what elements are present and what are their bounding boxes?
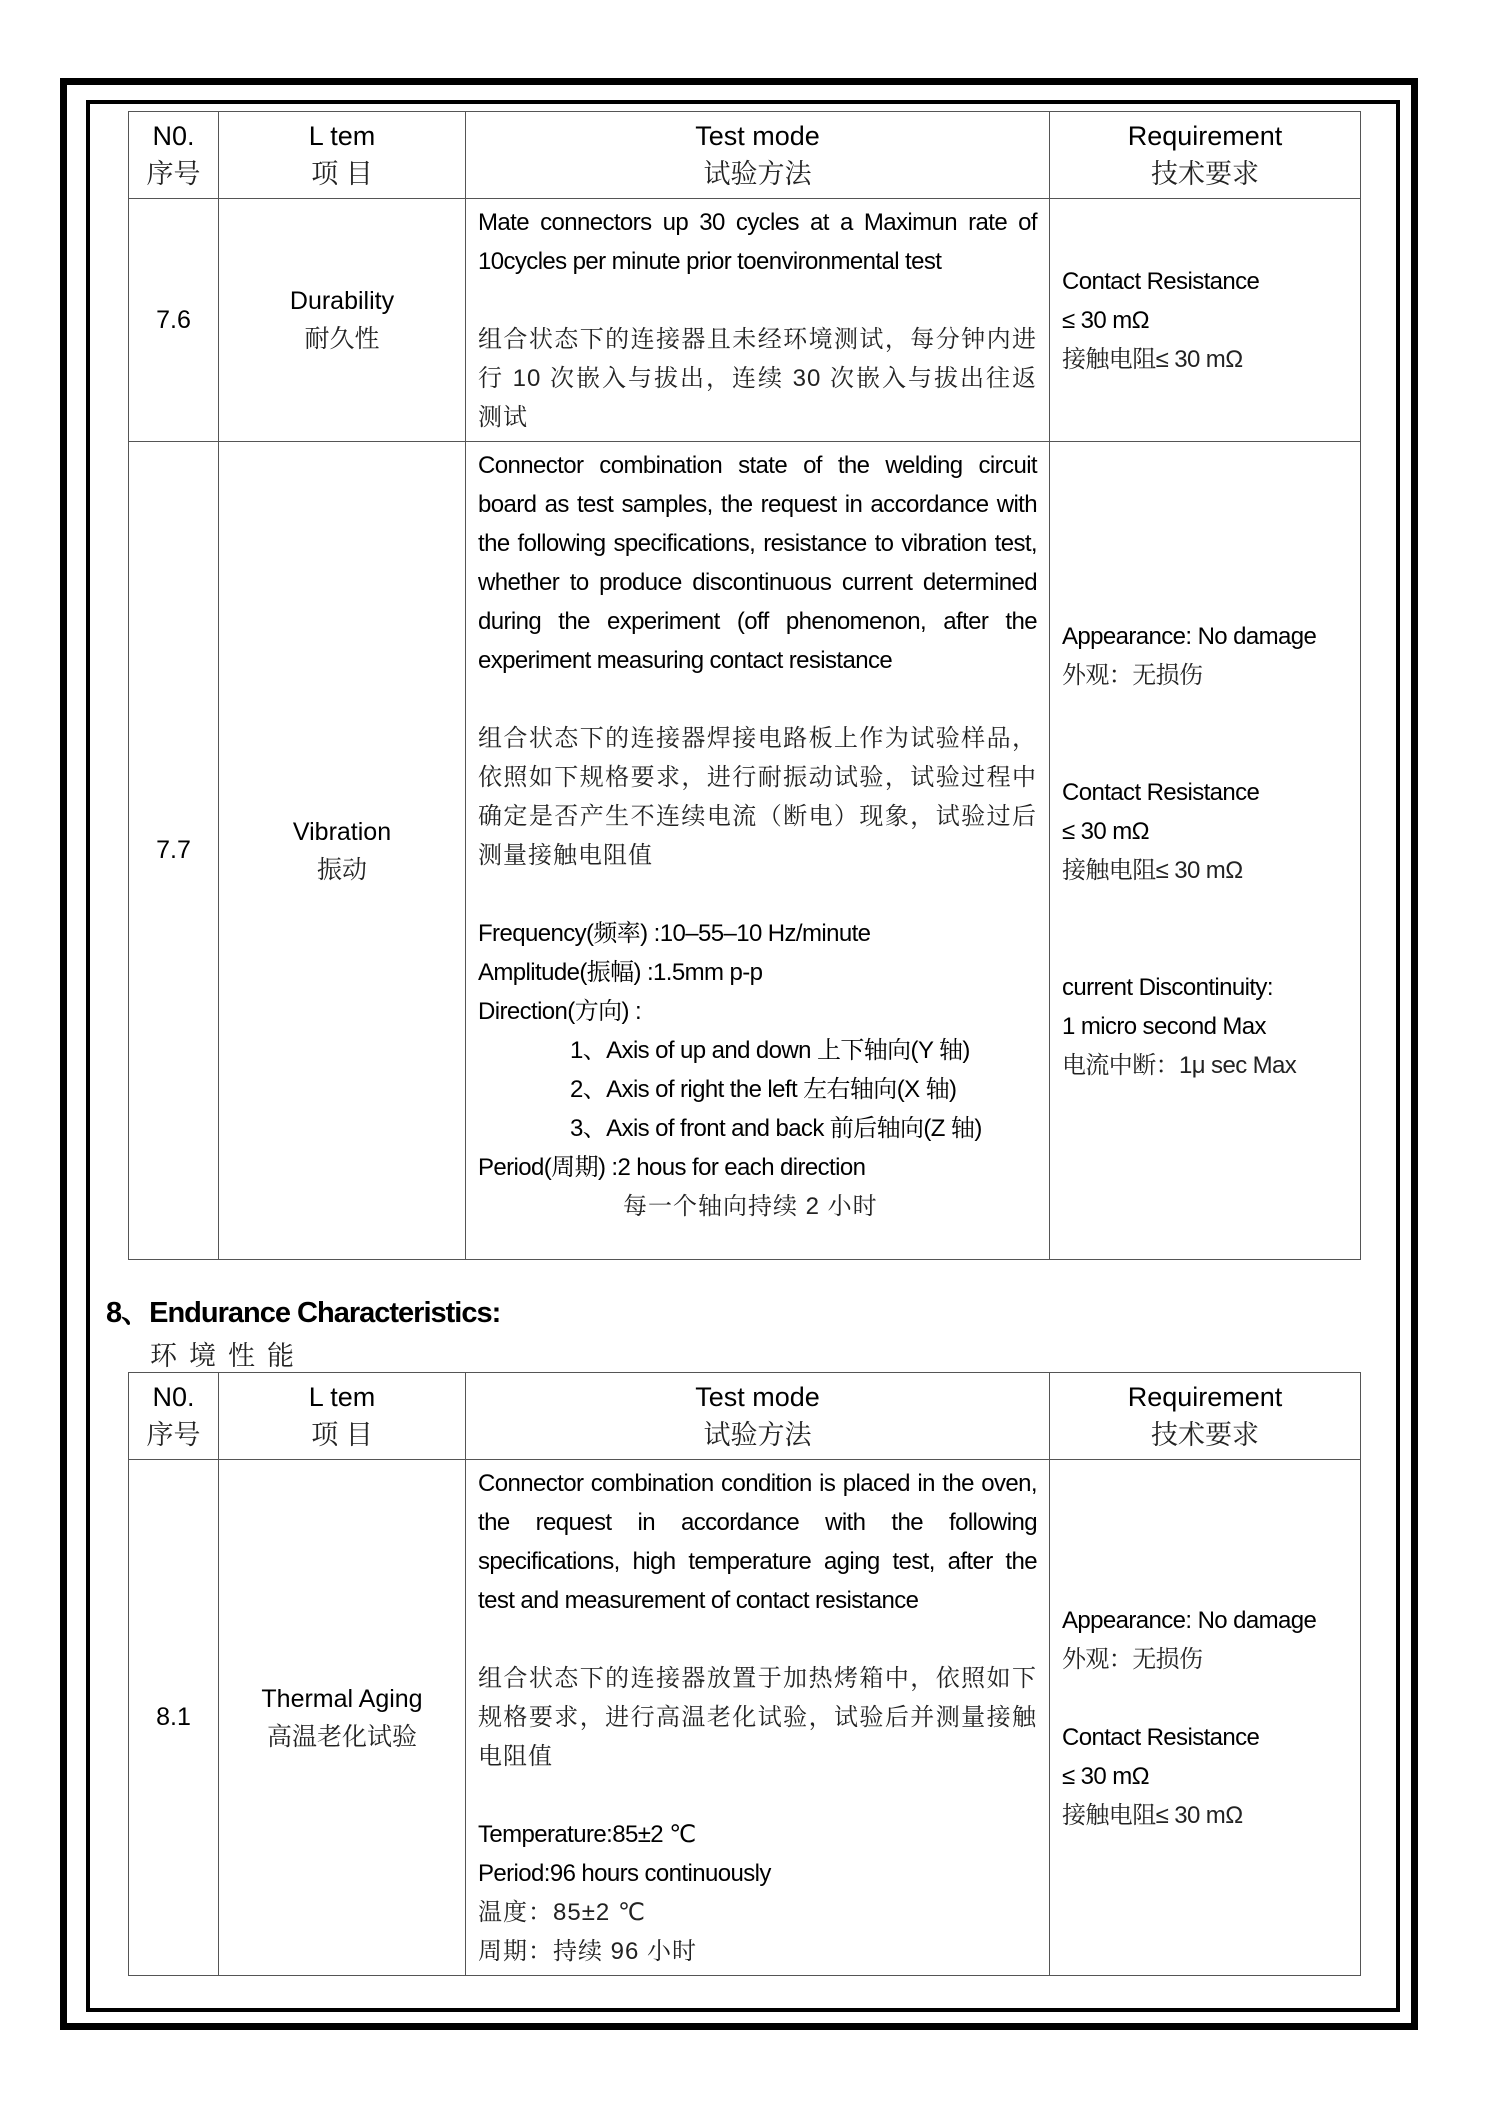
table-row-thermal-aging <box>129 1460 1361 1976</box>
test-mode-description: Mate connectors up 30 cycles at a Maximun rate of 10cycles per minute prior toenvironmental test 组合状态下的连接器且未经环境测试，每分钟内进行 10 次嵌入与拔出，连续 30 次嵌入与拔出往返测试 <box>466 199 1050 442</box>
header-no: N0. 序号 <box>129 1373 219 1460</box>
requirement: Contact Resistance ≤ 30 mΩ 接触电阻≤ 30 mΩ <box>1050 199 1361 442</box>
header-requirement: Requirement 技术要求 <box>1050 112 1361 199</box>
spec-table-section-8 <box>128 1372 1361 1976</box>
table-row-durability <box>129 199 1361 442</box>
param-axis-z: 3、Axis of front and back 前后轴向(Z 轴) <box>570 1115 982 1142</box>
param-period-zh: 周期：持续 96 小时 <box>478 1938 698 1965</box>
header-no: N0. 序号 <box>129 112 219 199</box>
param-frequency: Frequency(频率) :10–55–10 Hz/minute <box>478 920 871 947</box>
param-period: Period(周期) :2 hous for each direction <box>478 1154 866 1181</box>
section-8-title: 8、Endurance Characteristics: <box>106 1297 501 1329</box>
table-header-row <box>129 112 1361 199</box>
test-mode-description: Connector combination condition is placed in the oven, the request in accordance with the following specifications, high temperature aging test, after the test and measurement of contact resistance 组合状态下的连接器放置于加热烤箱中，依照如下规格要求，进行高温老化试验，试验后并测量接触电阻值 Temperature:85±2 ℃ Period:96 hours continuously 温度：85±2 ℃ 周期：持续 96 小时 <box>466 1460 1050 1976</box>
row-number: 8.1 <box>129 1460 219 1976</box>
header-test-mode: Test mode 试验方法 <box>466 1373 1050 1460</box>
item-name: Durability 耐久性 <box>219 199 466 442</box>
requirement: Appearance: No damage 外观：无损伤 Contact Resistance ≤ 30 mΩ 接触电阻≤ 30 mΩ current Discontinuity: 1 micro second Max 电流中断：1μ sec Max <box>1050 442 1361 1260</box>
item-name: Vibration 振动 <box>219 442 466 1260</box>
param-temperature-zh: 温度：85±2 ℃ <box>478 1899 646 1926</box>
param-amplitude: Amplitude(振幅) :1.5mm p-p <box>478 959 763 986</box>
param-period: Period:96 hours continuously <box>478 1860 771 1887</box>
row-number: 7.6 <box>129 199 219 442</box>
header-test-mode: Test mode 试验方法 <box>466 112 1050 199</box>
spec-table-section-7 <box>128 111 1361 1260</box>
header-item: L tem 项 目 <box>219 1373 466 1460</box>
row-number: 7.7 <box>129 442 219 1260</box>
header-item: L tem 项 目 <box>219 112 466 199</box>
param-axis-y: 1、Axis of up and down 上下轴向(Y 轴) <box>570 1037 970 1064</box>
table-header-row <box>129 1373 1361 1460</box>
requirement: Appearance: No damage 外观：无损伤 Contact Resistance ≤ 30 mΩ 接触电阻≤ 30 mΩ <box>1050 1460 1361 1976</box>
item-name: Thermal Aging 高温老化试验 <box>219 1460 466 1976</box>
test-mode-description: Connector combination state of the welding circuit board as test samples, the request in accordance with the following specifications, resistance to vibration test, whether to produce discontinuous current determined during the experiment (off phenomenon, after the experiment measuring contact resistance 组合状态下的连接器焊接电路板上作为试验样品，依照如下规格要求，进行耐振动试验，试验过程中确定是否产生不连续电流（断电）现象，试验过后测量接触电阻值 Frequency(频率) :10–55–10 Hz/minute Amplitude(振幅) :1.5mm p-p Direction(方向) : 1、Axis of up and down 上下轴向(Y 轴) 2、Axis of right the left 左右轴向(X 轴) 3、Axis of front and back 前后轴向(Z 轴) Period(周期) :2 hous for each direction 每一个轴向持续 2 小时 <box>466 442 1050 1260</box>
param-direction: Direction(方向) : <box>478 998 642 1025</box>
table-row-vibration <box>129 442 1361 1260</box>
section-8-subtitle: 环境性能 <box>150 1341 306 1371</box>
param-temperature: Temperature:85±2 ℃ <box>478 1821 696 1848</box>
param-axis-x: 2、Axis of right the left 左右轴向(X 轴) <box>570 1076 957 1103</box>
header-requirement: Requirement 技术要求 <box>1050 1373 1361 1460</box>
param-period-zh: 每一个轴向持续 2 小时 <box>623 1193 878 1220</box>
